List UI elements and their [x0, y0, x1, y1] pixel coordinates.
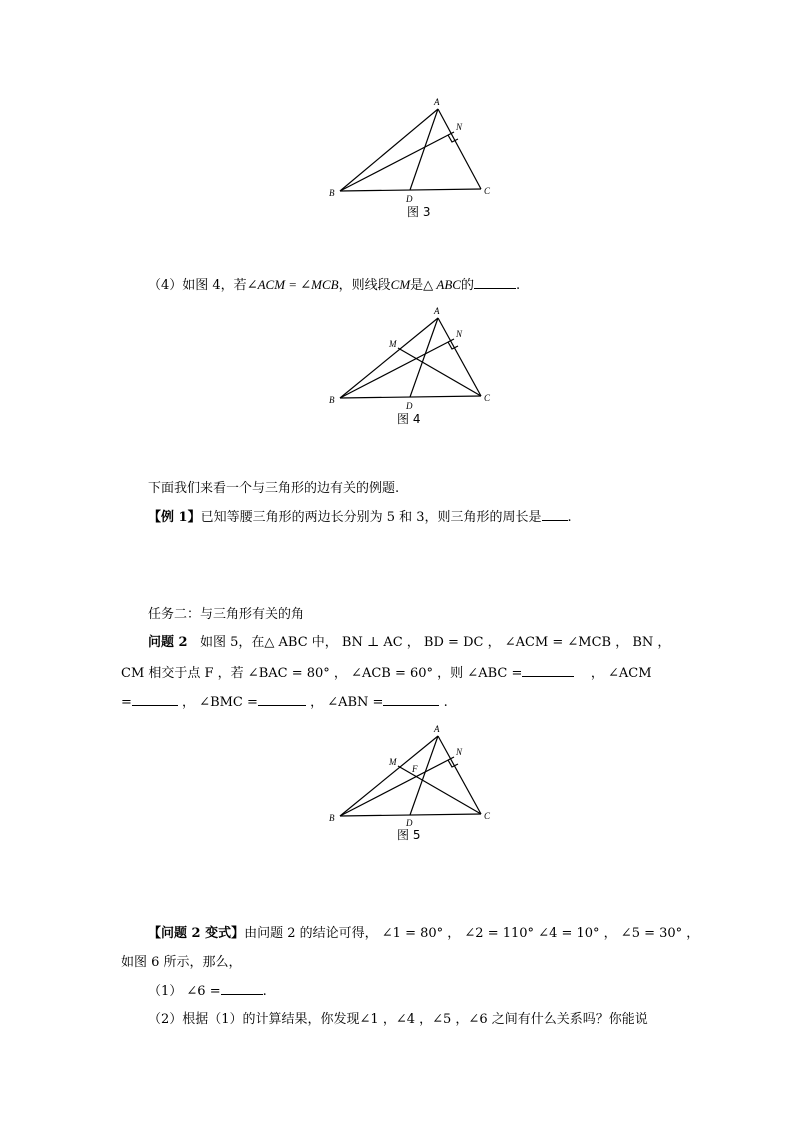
label-b: B — [329, 188, 335, 198]
label-n: N — [456, 122, 463, 132]
figure-4-caption: 图 4 — [397, 412, 421, 426]
altitude-bn — [340, 757, 454, 816]
figure-4 — [320, 302, 500, 432]
label-a: A — [434, 97, 440, 107]
figure-3-diagram — [320, 95, 500, 225]
label-m: M — [389, 339, 397, 349]
figure-4-diagram — [320, 302, 500, 432]
answer-blank-acm[interactable] — [132, 693, 178, 706]
variant-line-1: 【问题 2 变式】由问题 2 的结论可得， ∠1 = 80° ， ∠2 = 110° ∠4 = 10° ， ∠5 = 30° ， — [148, 926, 700, 941]
figure-5-caption: 图 5 — [397, 828, 421, 842]
altitude-bn — [340, 339, 454, 398]
bisector-cm — [398, 766, 481, 814]
label-f: F — [412, 764, 418, 774]
label-d: D — [406, 818, 413, 828]
label-b: B — [329, 813, 335, 823]
label-n: N — [456, 329, 463, 339]
answer-blank-abn[interactable] — [383, 693, 439, 706]
figure-5 — [320, 722, 500, 852]
label-d: D — [406, 401, 413, 411]
intro-text: 下面我们来看一个与三角形的边有关的例题. — [148, 481, 400, 496]
label-b: B — [329, 395, 335, 405]
variant-question-2: （2）根据（1）的计算结果，你发现∠1 ，∠4 ，∠5 ，∠6 之间有什么关系吗？你能说 — [148, 1012, 648, 1027]
figure-3-caption: 图 3 — [407, 205, 431, 219]
question-4: （4）如图 4，若∠ACM = ∠MCB，则线段CM是△ ABC的 . — [148, 277, 521, 293]
answer-blank-ex1[interactable] — [542, 508, 568, 521]
label-n: N — [456, 747, 463, 757]
variant-question-1: （1） ∠6 = . — [148, 984, 267, 999]
example-1: 【例 1】已知等腰三角形的两边长分别为 5 和 3，则三角形的周长是 . — [148, 510, 572, 525]
figure-5-diagram — [320, 722, 500, 852]
label-a: A — [434, 306, 440, 316]
answer-blank-abc[interactable] — [522, 664, 574, 677]
label-c: C — [484, 186, 491, 196]
bisector-cm — [398, 348, 481, 396]
figure-3 — [320, 95, 500, 225]
answer-blank-q4[interactable] — [474, 276, 516, 289]
side-ac — [438, 109, 481, 189]
altitude-bn — [340, 132, 454, 191]
label-m: M — [389, 757, 397, 767]
problem-2-line-1: 问题 2 如图 5，在△ ABC 中， BN ⊥ AC ， BD = DC ， ∠ACM = ∠MCB ， BN ， — [148, 635, 671, 650]
label-a: A — [434, 724, 440, 734]
answer-blank-bmc[interactable] — [258, 693, 306, 706]
problem-2-line-3: = ， ∠BMC = ， ∠ABN = . — [121, 695, 448, 710]
label-c: C — [484, 811, 491, 821]
variant-line-2: 如图 6 所示，那么， — [121, 955, 242, 970]
task-2-heading: 任务二：与三角形有关的角 — [148, 607, 305, 622]
problem-2-line-2: CM 相交于点 F ，若 ∠BAC = 80° ， ∠ACB = 60° ，则 ∠ABC = ， ∠ACM — [121, 666, 652, 681]
label-d: D — [406, 194, 413, 204]
answer-blank-angle-6[interactable] — [221, 982, 263, 995]
label-c: C — [484, 393, 491, 403]
